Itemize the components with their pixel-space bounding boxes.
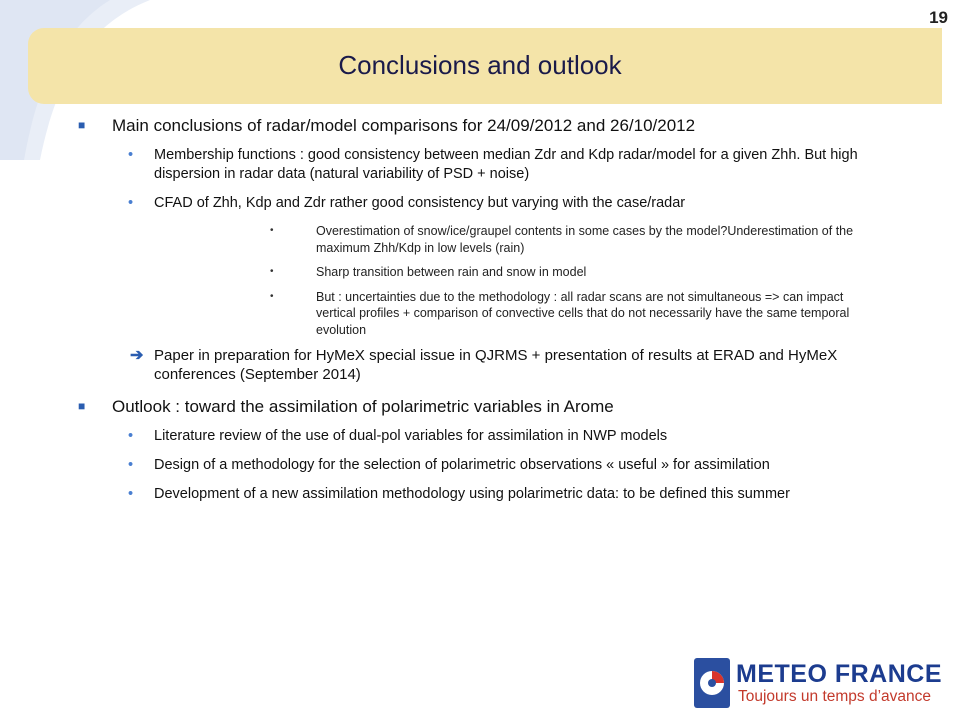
dot-bullet-icon: • — [128, 428, 134, 444]
dot-bullet-icon: • — [128, 486, 134, 502]
sub-list-item: • Sharp transition between rain and snow in model — [270, 265, 587, 279]
page-number: 19 — [929, 8, 948, 27]
right-arrow-icon: ➔ — [130, 347, 144, 364]
dot-bullet-icon: • — [128, 457, 134, 473]
section-heading: Main conclusions of radar/model comparisons for 24/09/2012 and 26/10/2012 — [112, 116, 696, 135]
slide-content — [78, 115, 878, 514]
square-bullet-icon: ■ — [78, 399, 86, 413]
sub-list-item: • But : uncertainties due to the methodology : all radar scans are not simultaneous => can impact vertical profiles + comparison of convective cells that do not necessarily have the same temporal evolution — [270, 289, 850, 337]
section-main-conclusions — [78, 115, 878, 136]
meteo-france-logo — [688, 658, 948, 714]
list-item: • Development of a new assimilation methodology using polarimetric data: to be defined this summer — [128, 486, 790, 502]
list-item: • Literature review of the use of dual-pol variables for assimilation in NWP models — [128, 428, 668, 444]
dot-bullet-icon: • — [270, 266, 274, 277]
globe-logo-icon — [694, 658, 732, 710]
dot-bullet-icon: • — [128, 147, 134, 163]
section-outlook — [78, 396, 878, 417]
arrow-list-item: ➔ Paper in preparation for HyMeX special issue in QJRMS + presentation of results at ERAD and HyMeX conferences (September 2014) — [130, 347, 838, 383]
brand-tagline: Toujours un temps d’avance — [738, 688, 932, 705]
dot-bullet-icon: • — [128, 195, 134, 211]
brand-name: METEO FRANCE — [736, 660, 942, 688]
list-item: • Membership functions : good consistency between median Zdr and Kdp radar/model for a given Zhh. But high dispersion in radar data (natural variability of PSD + noise) — [128, 147, 858, 182]
list-item: • Design of a methodology for the selection of polarimetric observations « useful » for assimilation — [128, 457, 770, 473]
dot-bullet-icon: • — [270, 290, 274, 302]
sub-list-item: • Overestimation of snow/ice/graupel contents in some cases by the model?Underestimation of the maximum Zhh/Kdp in low levels (rain) — [270, 224, 854, 255]
slide-title: Conclusions and outlook — [338, 50, 622, 80]
square-bullet-icon: ■ — [78, 118, 86, 132]
list-item: • CFAD of Zhh, Kdp and Zdr rather good consistency but varying with the case/radar — [128, 195, 686, 211]
dot-bullet-icon: • — [270, 225, 274, 236]
section-heading: Outlook : toward the assimilation of polarimetric variables in Arome — [112, 397, 614, 416]
